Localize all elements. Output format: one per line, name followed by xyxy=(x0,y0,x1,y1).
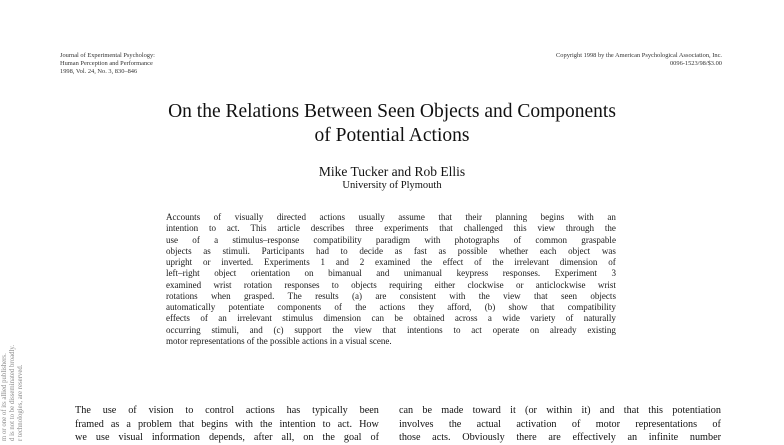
body-text-line: can be made toward it (or within it) and that this potentiation xyxy=(399,405,721,416)
journal-name: Journal of Experimental Psychology: xyxy=(60,52,155,59)
copyright-line: Copyright 1998 by the American Psychological Association, Inc. xyxy=(556,52,722,59)
side-notice-line: m or one of its allied publishers. xyxy=(1,353,8,441)
side-notice-line: r technologies, are reserved. xyxy=(17,364,25,441)
abstract-line: intention to act. This article describes three experiments that challenged this view through the xyxy=(166,223,616,234)
journal-citation xyxy=(60,52,155,76)
abstract-line: objects as stimuli. Participants had to decide as fast as possible whether each object was xyxy=(166,245,616,256)
side-copyright-notice xyxy=(1,281,26,441)
body-text-line: involves the actual activation of motor representations of xyxy=(399,418,721,430)
issn-line: 0096-1523/98/$3.00 xyxy=(669,60,722,67)
abstract-line: motor representations of the possible actions in a visual scene. xyxy=(166,335,392,346)
abstract-line: Accounts of visually directed actions usually assume that their planning begins with an xyxy=(166,212,616,222)
abstract-line: effects of an irrelevant stimulus dimension can be obtained across a wide variety of naturally xyxy=(166,313,616,324)
abstract-line: use of a stimulus–response compatibility paradigm with photographs of common graspable xyxy=(166,234,616,245)
abstract-line: rotations when grasped. The results (a) are consistent with the view that seen objects xyxy=(166,290,616,301)
abstract-line: upright or inverted. Experiments 1 and 2 examined the effect of the irrelevant dimension of xyxy=(166,257,616,267)
abstract xyxy=(166,212,616,347)
body-column-right xyxy=(399,404,721,445)
body-text-line: we use visual information depends, after all, on the goal of xyxy=(75,432,379,443)
journal-section: Human Perception and Performance xyxy=(60,60,153,67)
paper-title xyxy=(0,100,784,148)
title-line-1: On the Relations Between Seen Objects and Components xyxy=(168,101,616,122)
abstract-line: automatically potentiate components of the actions they afford, (b) show that compatibility xyxy=(166,302,616,312)
body-text-line: those acts. Obviously there are effectively an infinite number xyxy=(399,432,721,443)
copyright-notice xyxy=(556,52,722,68)
affiliation: University of Plymouth xyxy=(342,180,442,191)
side-notice-line: d is not to be disseminated broadly. xyxy=(9,344,17,441)
abstract-line: left–right object orientation on bimanual and unimanual keypress responses. Experiment 3 xyxy=(166,268,616,279)
abstract-line: occurring stimuli, and (c) support the view that intentions to act operate on already existing xyxy=(166,324,616,335)
title-line-2: of Potential Actions xyxy=(314,125,470,146)
abstract-line: examined wrist rotation responses to objects requiring either clockwise or anticlockwise wrist xyxy=(166,279,616,290)
journal-volume: 1998, Vol. 24, No. 3, 830–846 xyxy=(60,68,138,75)
body-text-line: The use of vision to control actions has typically been xyxy=(75,405,379,416)
authors: Mike Tucker and Rob Ellis xyxy=(318,164,466,179)
body-text-line: framed as a problem that begins with the intention to act. How xyxy=(75,418,379,430)
body-column-left xyxy=(75,404,379,445)
